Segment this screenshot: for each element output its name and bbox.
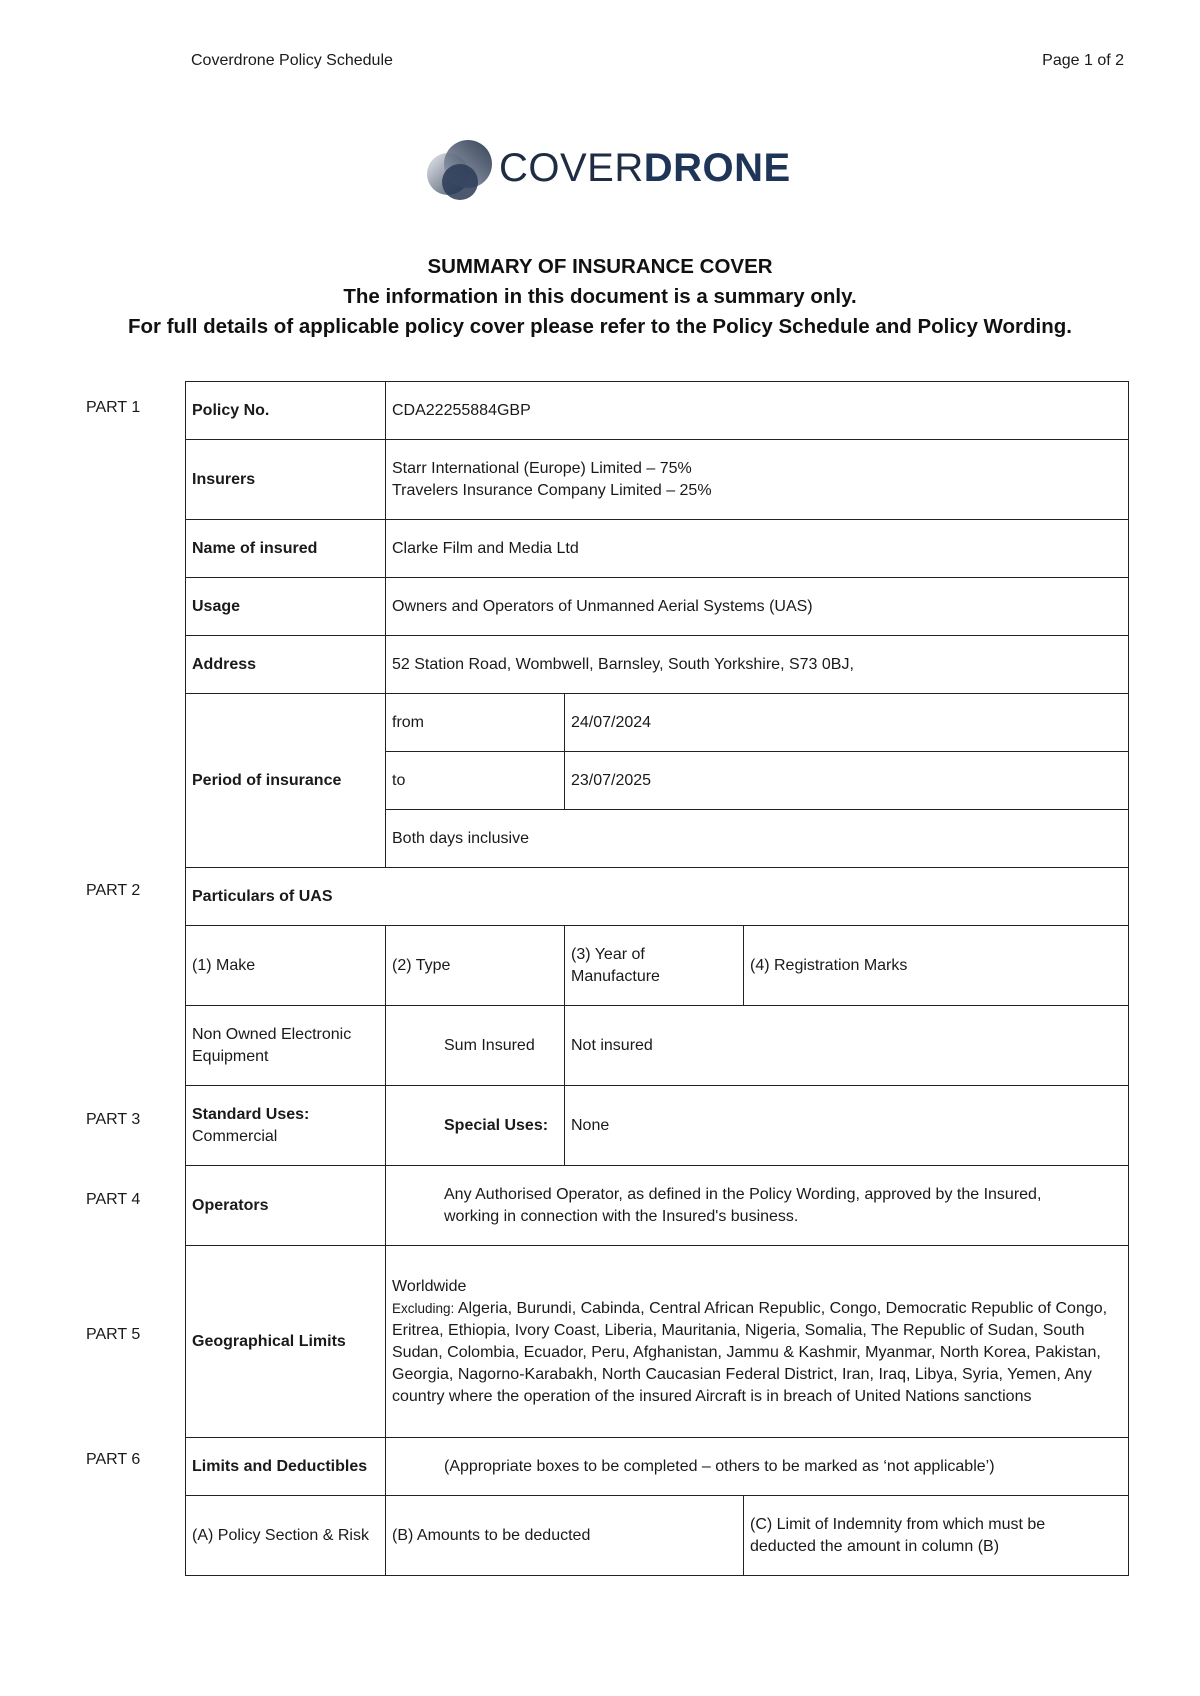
limits-note: (Appropriate boxes to be completed – others to be marked as ‘not applicable’) (386, 1438, 1129, 1496)
uas-year-line2: Manufacture (571, 967, 660, 985)
row-address (186, 636, 1129, 694)
inclusive-note: Both days inclusive (386, 810, 1129, 868)
uas-year-line1: (3) Year of (571, 945, 645, 963)
operators-line2: working in connection with the Insured's business. (444, 1207, 799, 1225)
limits-col-c (744, 1496, 1129, 1576)
from-label: from (386, 694, 565, 752)
part-1-label: PART 1 (86, 399, 141, 416)
uas-type-header: (2) Type (386, 926, 565, 1006)
row-limits-columns (186, 1496, 1129, 1576)
header-title: Coverdrone Policy Schedule (191, 52, 393, 69)
policy-no-value: CDA22255884GBP (386, 382, 1129, 440)
uas-year-header (565, 926, 744, 1006)
uas-heading: Particulars of UAS (186, 868, 1129, 926)
summary-heading (0, 252, 1200, 342)
logo-mark-icon (424, 134, 494, 204)
period-label: Period of insurance (186, 694, 386, 868)
sum-insured-value: Not insured (565, 1006, 1129, 1086)
operators-value (386, 1166, 1129, 1246)
row-insured (186, 520, 1129, 578)
part-2-label: PART 2 (86, 882, 141, 899)
row-uses (186, 1086, 1129, 1166)
to-label: to (386, 752, 565, 810)
summary-subtitle: The information in this document is a summary only. (343, 285, 857, 308)
uas-make-header: (1) Make (186, 926, 386, 1006)
non-owned-line2: Equipment (192, 1047, 269, 1065)
row-non-owned-equipment (186, 1006, 1129, 1086)
non-owned-line1: Non Owned Electronic (192, 1025, 352, 1043)
operators-line1: Any Authorised Operator, as defined in the Policy Wording, approved by the Insured, (444, 1185, 1042, 1203)
row-limits-heading (186, 1438, 1129, 1496)
usage-value: Owners and Operators of Unmanned Aerial Systems (UAS) (386, 578, 1129, 636)
address-value: 52 Station Road, Wombwell, Barnsley, South Yorkshire, S73 0BJ, (386, 636, 1129, 694)
logo-text-light: COVER (499, 146, 644, 190)
part-5-label: PART 5 (86, 1326, 141, 1343)
policy-no-label: Policy No. (186, 382, 386, 440)
non-owned-equipment-label (186, 1006, 386, 1086)
part-3-label: PART 3 (86, 1111, 141, 1128)
to-date: 23/07/2025 (565, 752, 1129, 810)
standard-uses-value: Commercial (192, 1127, 278, 1145)
limits-col-c-line2: deducted the amount in column (B) (750, 1537, 1000, 1555)
row-policy-no (186, 382, 1129, 440)
geo-label: Geographical Limits (186, 1246, 386, 1438)
limits-col-c-line1: (C) Limit of Indemnity from which must be (750, 1515, 1046, 1533)
uas-registration-header: (4) Registration Marks (744, 926, 1129, 1006)
insurer-2: Travelers Insurance Company Limited – 25% (392, 481, 712, 499)
standard-uses-cell (186, 1086, 386, 1166)
sum-insured-label: Sum Insured (386, 1006, 565, 1086)
row-uas-heading (186, 868, 1129, 926)
row-usage (186, 578, 1129, 636)
insurers-value (386, 440, 1129, 520)
part-4-label: PART 4 (86, 1191, 141, 1208)
row-geographical-limits (186, 1246, 1129, 1438)
geo-value (386, 1246, 1129, 1438)
row-insurers (186, 440, 1129, 520)
usage-label: Usage (186, 578, 386, 636)
special-uses-value: None (565, 1086, 1129, 1166)
special-uses-label: Special Uses: (386, 1086, 565, 1166)
limits-col-b: (B) Amounts to be deducted (386, 1496, 744, 1576)
limits-label: Limits and Deductibles (186, 1438, 386, 1496)
insured-label: Name of insured (186, 520, 386, 578)
geo-excluding (392, 1298, 1122, 1408)
geo-worldwide: Worldwide (392, 1277, 467, 1295)
from-date: 24/07/2024 (565, 694, 1129, 752)
page-number: Page 1 of 2 (1042, 52, 1124, 69)
geo-excluding-label: Excluding: (392, 1300, 455, 1316)
policy-schedule-table (185, 381, 1129, 1576)
logo-wordmark (499, 144, 791, 192)
operators-label: Operators (186, 1166, 386, 1246)
part-6-label: PART 6 (86, 1451, 141, 1468)
coverdrone-logo (424, 134, 791, 206)
summary-reference: For full details of applicable policy cover please refer to the Policy Schedule and Policy Wording. (128, 315, 1072, 338)
row-period-from (186, 694, 1129, 752)
insured-value: Clarke Film and Media Ltd (386, 520, 1129, 578)
row-uas-columns (186, 926, 1129, 1006)
summary-title: SUMMARY OF INSURANCE COVER (427, 255, 773, 278)
geo-excluding-list: Algeria, Burundi, Cabinda, Central African Republic, Congo, Democratic Republic of Congo, Eritrea, Ethiopia, Ivory Coast, Liberia, Mauritania, Nigeria, Somalia, The Republic of Sudan, South Sudan, Colombia, Ecuador, Peru, Afghanistan, Jammu & Kashmir, Myanmar, North Korea, Pakistan, Georgia, Nagorno-Karabakh, North Caucasian Federal District, Iran, Iraq, Libya, Syria, Yemen, Any country where the operation of the insured Aircraft is in breach of United Nations sanctions (392, 1299, 1108, 1405)
insurer-1: Starr International (Europe) Limited – 75% (392, 459, 692, 477)
row-operators (186, 1166, 1129, 1246)
limits-col-a: (A) Policy Section & Risk (186, 1496, 386, 1576)
insurers-label: Insurers (186, 440, 386, 520)
standard-uses-label: Standard Uses: (192, 1105, 310, 1123)
address-label: Address (186, 636, 386, 694)
logo-text-bold: DRONE (643, 146, 791, 190)
